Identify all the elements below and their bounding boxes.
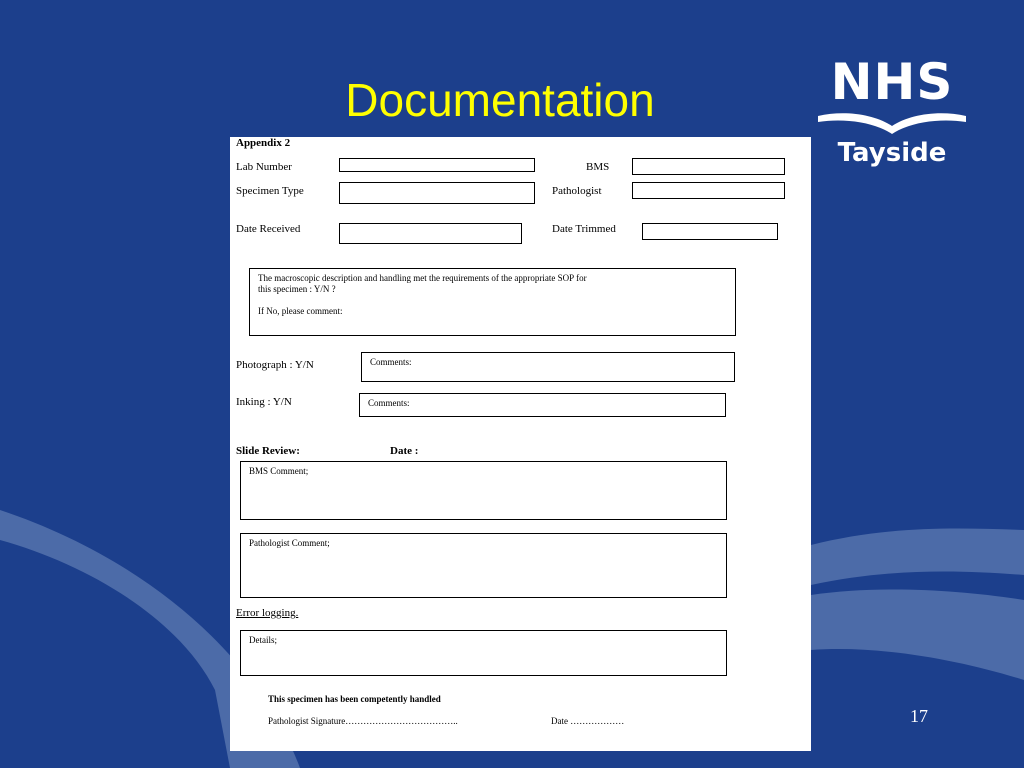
nhs-tayside-logo bbox=[812, 52, 972, 182]
error-details-box[interactable] bbox=[240, 630, 727, 676]
specimen-type-field[interactable] bbox=[339, 182, 535, 204]
date-received-field[interactable] bbox=[339, 223, 522, 244]
inking-comments-box[interactable] bbox=[359, 393, 726, 417]
specimen-type-label: Specimen Type bbox=[236, 185, 304, 197]
lab-number-label: Lab Number bbox=[236, 161, 292, 173]
bms-comment-label: BMS Comment; bbox=[249, 466, 309, 476]
error-logging-label: Error logging. bbox=[236, 607, 299, 619]
lab-number-field[interactable] bbox=[339, 158, 535, 172]
date-received-label: Date Received bbox=[236, 223, 301, 235]
form-heading: Appendix 2 bbox=[236, 137, 291, 149]
pathologist-signature-line: Pathologist Signature……………………………….. bbox=[268, 716, 458, 726]
inking-label: Inking : Y/N bbox=[236, 396, 292, 408]
bms-field[interactable] bbox=[632, 158, 785, 175]
details-label: Details; bbox=[249, 635, 277, 645]
sop-comment-prompt: If No, please comment: bbox=[258, 306, 343, 316]
logo-brand-text: NHS bbox=[830, 53, 954, 111]
photograph-label: Photograph : Y/N bbox=[236, 359, 314, 371]
competent-statement: This specimen has been competently handled bbox=[268, 694, 441, 704]
logo-region-text: Tayside bbox=[837, 138, 947, 168]
appendix-form bbox=[230, 137, 811, 751]
sop-question-line2: this specimen : Y/N ? bbox=[258, 284, 336, 294]
bms-label: BMS bbox=[586, 161, 610, 173]
sop-compliance-box[interactable] bbox=[249, 268, 736, 336]
photograph-comments-box[interactable] bbox=[361, 352, 735, 382]
slide-title: Documentation bbox=[345, 74, 655, 126]
sop-question-line1: The macroscopic description and handling met the requirements of the appropriate SOP for bbox=[258, 273, 587, 283]
pathologist-label: Pathologist bbox=[552, 185, 602, 197]
bms-comment-box[interactable] bbox=[240, 461, 727, 520]
photograph-comments-label: Comments: bbox=[370, 357, 412, 367]
pathologist-comment-label: Pathologist Comment; bbox=[249, 538, 330, 548]
signature-date-line: Date ……………… bbox=[551, 716, 625, 726]
pathologist-field[interactable] bbox=[632, 182, 785, 199]
slide-review-date-label: Date : bbox=[390, 445, 419, 457]
slide-review-label: Slide Review: bbox=[236, 445, 300, 457]
pathologist-comment-box[interactable] bbox=[240, 533, 727, 598]
inking-comments-label: Comments: bbox=[368, 398, 410, 408]
page-number: 17 bbox=[910, 706, 928, 726]
date-trimmed-field[interactable] bbox=[642, 223, 778, 240]
date-trimmed-label: Date Trimmed bbox=[552, 223, 616, 235]
